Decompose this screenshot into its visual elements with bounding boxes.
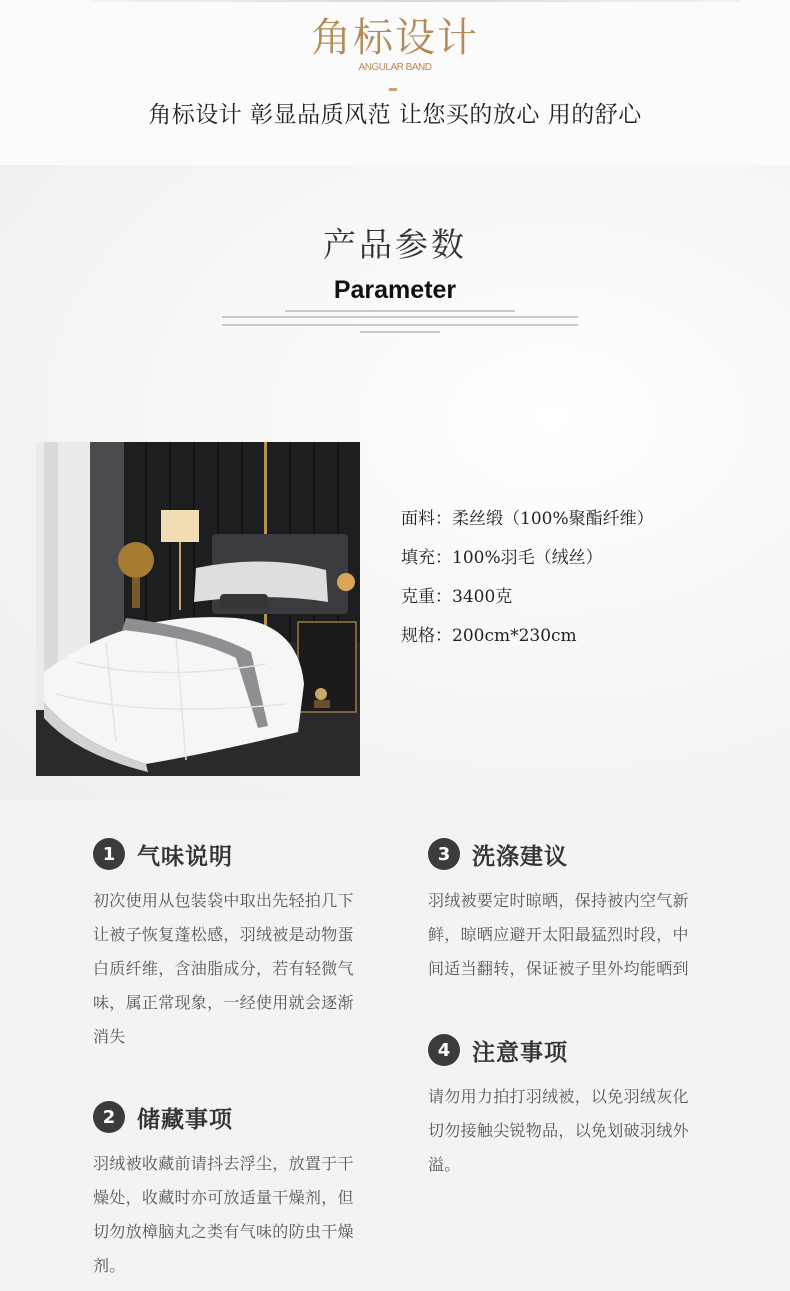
number-badge: 4 xyxy=(428,1034,460,1066)
gold-dash xyxy=(389,88,397,91)
spec-filling: 填充：100%羽毛（绒丝） xyxy=(401,548,603,568)
parameter-title-cn: 产品参数 xyxy=(323,225,467,264)
section-odor xyxy=(93,834,403,1054)
section-title: 气味说明 xyxy=(137,843,233,870)
spec-size: 规格：200cm*230cm xyxy=(401,626,577,646)
spec-weight: 克重：3400克 xyxy=(401,587,513,607)
bedroom-photo xyxy=(36,442,360,776)
number-badge: 3 xyxy=(428,838,460,870)
number-badge: 1 xyxy=(93,838,125,870)
body-line: 请勿用力拍打羽绒被，以免羽绒灰化 xyxy=(428,1087,689,1106)
section-title: 洗涤建议 xyxy=(472,843,568,870)
angular-subtitle: ANGULAR BAND xyxy=(358,62,432,73)
body-line: 间适当翻转，保证被子里外均能晒到 xyxy=(428,959,689,978)
body-line: 白质纤维，含油脂成分，若有轻微气 xyxy=(93,959,354,978)
body-line: 切勿放樟脑丸之类有气味的防虫干燥 xyxy=(93,1222,354,1241)
body-line: 味，属正常现象，一经使用就会逐渐 xyxy=(93,993,354,1012)
body-line: 鲜，晾晒应避开太阳最猛烈时段，中 xyxy=(428,925,689,944)
body-line: 羽绒被收藏前请抖去浮尘，放置于干 xyxy=(93,1154,354,1173)
spec-fabric: 面料：柔丝缎（100%聚酯纤维） xyxy=(401,509,654,529)
fine-print-line xyxy=(222,324,578,326)
body-line: 溢。 xyxy=(428,1155,461,1174)
section-body xyxy=(93,1147,403,1283)
section-title: 储藏事项 xyxy=(137,1106,233,1133)
parameter-title-en: Parameter xyxy=(333,276,457,304)
section-body xyxy=(428,1080,738,1182)
section-cautions xyxy=(428,1030,738,1182)
fine-print-line xyxy=(360,331,440,333)
body-line: 燥处，收藏时亦可放适量干燥剂，但 xyxy=(93,1188,354,1207)
angular-title: 角标设计 xyxy=(311,15,479,61)
fine-print-line xyxy=(222,316,578,318)
angular-description: 角标设计 彰显品质风范 让您买的放心 用的舒心 xyxy=(148,102,642,128)
fine-print-line xyxy=(285,310,515,312)
top-divider xyxy=(90,0,740,2)
body-line: 消失 xyxy=(93,1027,126,1046)
body-line: 让被子恢复蓬松感，羽绒被是动物蛋 xyxy=(93,925,354,944)
body-line: 羽绒被要定时晾晒，保持被内空气新 xyxy=(428,891,689,910)
section-body xyxy=(428,884,738,986)
number-badge: 2 xyxy=(93,1101,125,1133)
section-body xyxy=(93,884,403,1054)
section-title: 注意事项 xyxy=(472,1039,568,1066)
body-line: 初次使用从包装袋中取出先轻拍几下 xyxy=(93,891,354,910)
section-washing xyxy=(428,834,738,986)
body-line: 切勿接触尖锐物品，以免划破羽绒外 xyxy=(428,1121,689,1140)
body-line: 剂。 xyxy=(93,1256,126,1275)
section-storage xyxy=(93,1097,403,1283)
spec-list xyxy=(401,500,761,656)
